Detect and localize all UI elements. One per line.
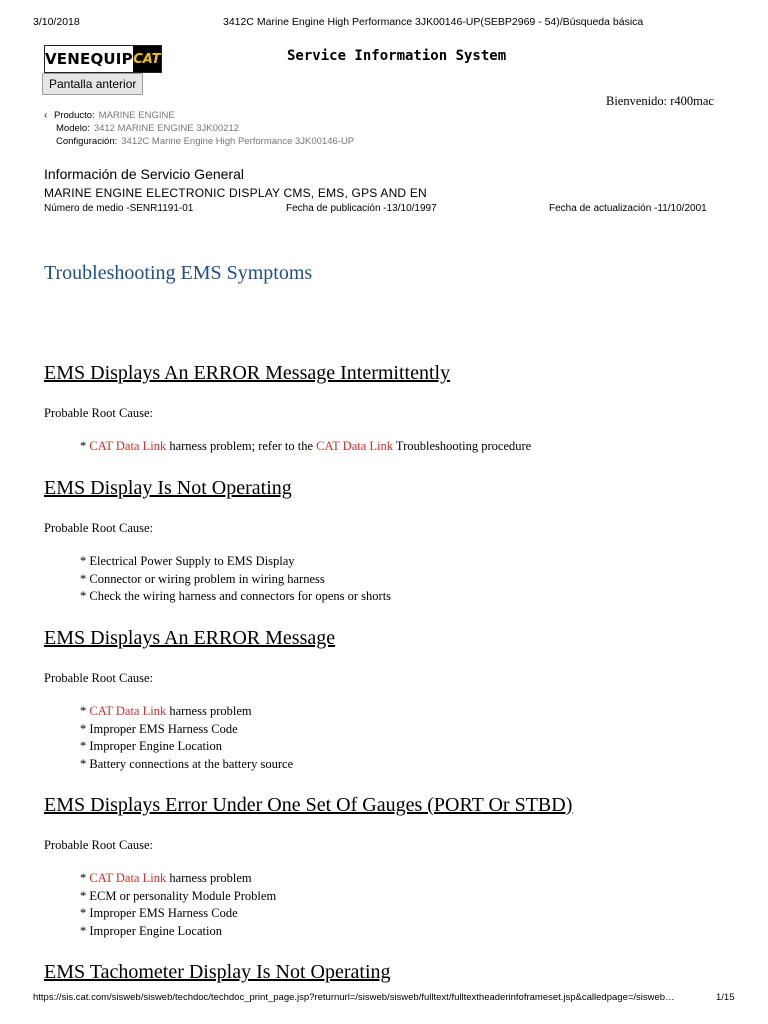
back-button[interactable]: Pantalla anterior	[42, 73, 143, 95]
publication-date: Fecha de publicación -13/10/1997	[286, 203, 437, 214]
list-item: * CAT Data Link harness problem	[80, 871, 252, 885]
modelo-label: Modelo:	[56, 123, 90, 134]
system-title: Service Information System	[287, 48, 507, 64]
producto-value: MARINE ENGINE	[98, 110, 175, 121]
cat-data-link[interactable]: CAT Data Link	[316, 439, 394, 453]
media-number: Número de medio -SENR1191-01	[44, 203, 194, 214]
welcome-text: Bienvenido: r400mac	[606, 94, 714, 108]
doc-subtitle: MARINE ENGINE ELECTRONIC DISPLAY CMS, EMS, GPS AND EN	[44, 186, 427, 200]
list-item: * Electrical Power Supply to EMS Display	[80, 554, 295, 568]
footer-url: https://sis.cat.com/sisweb/sisweb/techdoc/techdoc_print_page.jsp?returnurl=/sisweb/sisweb/fulltext/fulltextheaderinfoframeset.jsp&calledpage=/sisweb…	[33, 992, 675, 1003]
list-item: * ECM or personality Module Problem	[80, 888, 277, 903]
section-heading: EMS Tachometer Display Is Not Operating	[44, 961, 391, 983]
section-heading: EMS Displays An ERROR Message	[44, 627, 336, 649]
bullet-text: harness problem; refer to the	[166, 439, 317, 453]
section-heading: EMS Display Is Not Operating	[44, 477, 292, 499]
print-header	[33, 16, 724, 30]
bullet-text: harness problem	[166, 871, 252, 885]
cat-logo-icon: CAT	[133, 46, 161, 72]
list-item: * Improper Engine Location	[80, 739, 222, 753]
list-item: * CAT Data Link harness problem; refer to the CAT Data Link Troubleshooting procedure	[80, 439, 532, 453]
page-heading: Troubleshooting EMS Symptoms	[44, 262, 313, 284]
product-breadcrumb[interactable]	[44, 110, 175, 121]
modelo-value: 3412 MARINE ENGINE 3JK00212	[93, 123, 240, 134]
update-date: Fecha de actualización -11/10/2001	[549, 203, 707, 214]
list-item: * Battery connections at the battery source	[80, 756, 294, 771]
page-number: 1/15	[716, 992, 735, 1003]
list-item: * CAT Data Link harness problem	[80, 704, 252, 718]
producto-label: Producto:	[54, 110, 95, 121]
cat-data-link[interactable]: CAT Data Link	[89, 704, 167, 718]
cat-data-link[interactable]: CAT Data Link	[89, 439, 167, 453]
probable-cause-label: Probable Root Cause:	[44, 406, 154, 420]
info-title: Información de Servicio General	[44, 166, 244, 182]
bullet-text: Troubleshooting procedure	[393, 439, 532, 453]
config-row	[56, 136, 354, 147]
model-row	[56, 123, 239, 134]
probable-cause-label: Probable Root Cause:	[44, 838, 154, 852]
cause-list	[80, 703, 293, 773]
bullet-text: harness problem	[166, 704, 252, 718]
section-heading: EMS Displays Error Under One Set Of Gauges (PORT Or STBD)	[44, 794, 573, 816]
print-date: 3/10/2018	[33, 16, 80, 28]
list-item: * Improper Engine Location	[80, 923, 222, 938]
cause-list	[80, 438, 531, 456]
cause-list	[80, 870, 276, 940]
print-doc-title: 3412C Marine Engine High Performance 3JK00146-UP(SEBP2969 - 54)/Búsqueda básica	[223, 16, 644, 28]
cause-list	[80, 553, 391, 606]
section-heading: EMS Displays An ERROR Message Intermittently	[44, 362, 451, 384]
logo-text: VENEQUIP	[45, 50, 133, 68]
chevron-left-icon: ‹	[44, 110, 48, 121]
venequip-cat-logo	[44, 45, 162, 73]
list-item: * Improper EMS Harness Code	[80, 906, 238, 920]
probable-cause-label: Probable Root Cause:	[44, 671, 154, 685]
config-value: 3412C Marine Engine High Performance 3JK00146-UP	[121, 136, 355, 147]
config-label: Configuración:	[56, 136, 118, 147]
list-item: * Connector or wiring problem in wiring harness	[80, 571, 325, 586]
probable-cause-label: Probable Root Cause:	[44, 521, 154, 535]
list-item: * Improper EMS Harness Code	[80, 721, 238, 736]
list-item: * Check the wiring harness and connectors for opens or shorts	[80, 589, 392, 603]
cat-data-link[interactable]: CAT Data Link	[89, 871, 167, 885]
doc-info-row	[44, 203, 728, 217]
